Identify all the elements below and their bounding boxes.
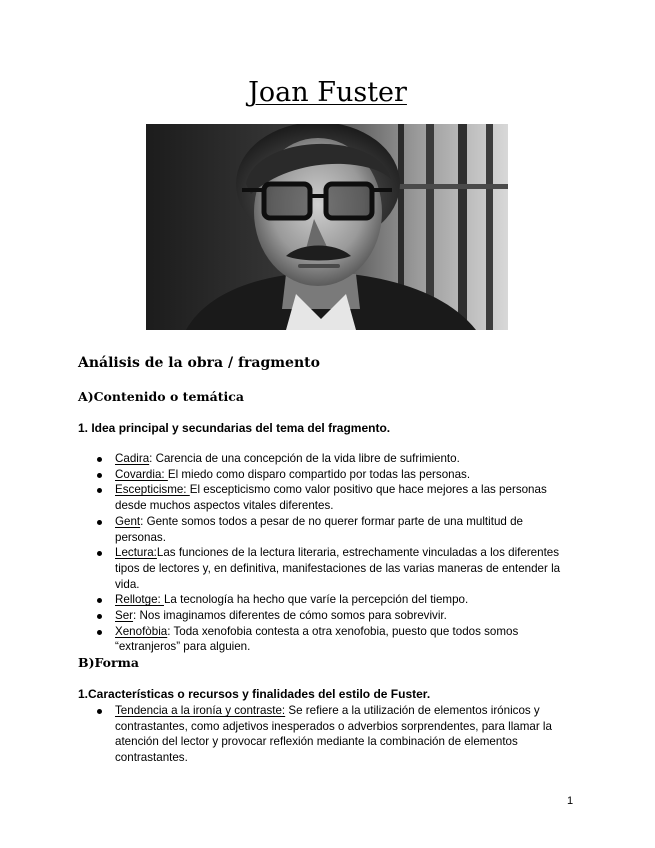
analysis-heading: Análisis de la obra / fragmento: [78, 355, 320, 371]
portrait-photo: [146, 124, 508, 330]
list-item: [115, 514, 575, 545]
style-features-list: [115, 703, 575, 766]
list-item: [115, 482, 575, 513]
document-title: Joan Fuster: [248, 77, 407, 108]
list-item-text: Carencia de una concepción de la vida libre de sufrimiento.: [155, 452, 460, 465]
list-item: [115, 451, 575, 467]
list-item-term: Rellotge:: [115, 593, 164, 607]
list-item-text: Nos imaginamos diferentes de cómo somos para sobrevivir.: [139, 609, 447, 623]
bullet-icon: [97, 630, 102, 635]
content-themes-list: [115, 451, 575, 655]
list-item-text: El escepticismo como valor positivo que hace mejores a las personas desde muchos aspectos vitales diferentes.: [115, 483, 547, 513]
list-item: [115, 608, 575, 624]
list-item-text: Se refiere a la utilización de elementos irónicos y contrastantes, como adjetivos inesperados o adverbios sorprendentes, para llamar la atención del lector y provocar reflexión mediante la combinación de elementos contrastantes.: [115, 704, 552, 765]
page-number: 1: [567, 795, 574, 807]
list-item-term: Lectura:: [115, 546, 157, 560]
list-item-term: Gent: [115, 514, 141, 528]
list-item-term: Xenofòbia: [115, 624, 168, 638]
bullet-icon: [97, 551, 102, 556]
list-item-term: Tendencia a la ironía y contraste:: [115, 704, 286, 717]
bullet-icon: [97, 520, 102, 525]
list-item-sep: :: [140, 514, 147, 528]
list-item: [115, 624, 575, 655]
list-item-sep: :: [167, 624, 174, 638]
section-b-heading: B)Forma: [78, 655, 139, 670]
list-item-term: Ser: [115, 609, 134, 623]
list-item-text: Toda xenofobia contesta a otra xenofobia, puesto que todos somos “extranjeros” para alguien.: [115, 624, 519, 654]
list-item-text: Gente somos todos a pesar de no querer formar parte de una multitud de personas.: [115, 514, 523, 544]
bullet-icon: [97, 473, 102, 478]
list-item: [115, 592, 575, 608]
section-a-subheading: 1. Idea principal y secundarias del tema del fragmento.: [78, 421, 391, 435]
bullet-icon: [97, 457, 102, 462]
list-item-text: La tecnología ha hecho que varíe la percepción del tiempo.: [163, 593, 469, 607]
list-item-text: El miedo como disparo compartido por todas las personas.: [167, 467, 471, 481]
list-item: [115, 703, 575, 766]
list-item-sep: :: [133, 609, 140, 623]
list-item-sep: :: [149, 452, 156, 465]
bullet-icon: [97, 598, 102, 603]
list-item-term: Cadira: [115, 452, 150, 465]
list-item-term: Covardia:: [115, 467, 168, 481]
list-item-text: Las funciones de la lectura literaria, estrechamente vinculadas a los diferentes tipos de lectores y, en definitiva, manifestaciones de las varias maneras de entender la vida.: [115, 546, 561, 591]
list-item: [115, 467, 575, 483]
list-item-term: Escepticisme:: [115, 483, 190, 497]
bullet-icon: [97, 488, 102, 493]
portrait-illustration: [146, 124, 508, 330]
section-b-subheading: 1.Características o recursos y finalidades del estilo de Fuster.: [78, 687, 431, 701]
list-item: [115, 545, 575, 592]
section-a-heading: A)Contenido o temática: [78, 389, 244, 404]
bullet-icon: [97, 614, 102, 619]
bullet-icon: [97, 709, 102, 714]
